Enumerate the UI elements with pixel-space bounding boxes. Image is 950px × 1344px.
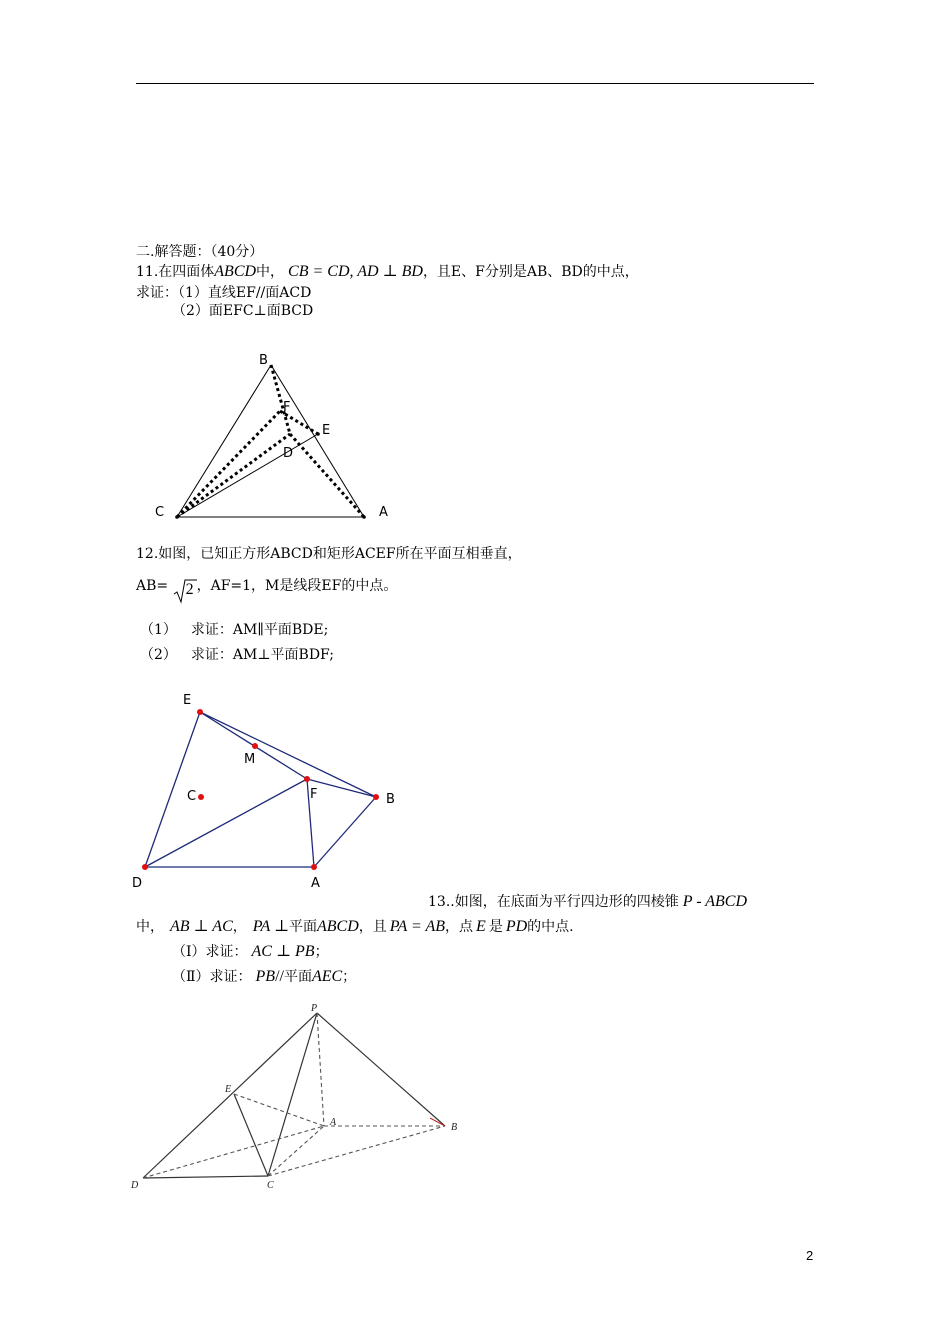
label-f: F bbox=[310, 787, 318, 802]
label-a: A bbox=[330, 1117, 337, 1128]
header-rule bbox=[136, 83, 814, 84]
p11-line1: 11.在四面体ABCD中， CB = CD, AD ⊥ BD，且E、F分别是AB、BD的中点， bbox=[136, 263, 639, 280]
label-d: D bbox=[131, 1180, 139, 1191]
p11-line2: 求证：（1）直线EF//面ACD bbox=[136, 285, 312, 301]
edge-da bbox=[290, 434, 364, 517]
pyramid-figure bbox=[125, 998, 475, 1198]
p12-line2: AB= 2 ，AF=1，M是线段EF的中点。 bbox=[136, 572, 397, 595]
label-e: E bbox=[322, 423, 331, 438]
label-f: F bbox=[283, 400, 291, 415]
label-c: C bbox=[187, 789, 197, 804]
p12-line1: 12.如图，已知正方形ABCD和矩形ACEF所在平面互相垂直， bbox=[136, 546, 522, 562]
page-number: 2 bbox=[806, 1248, 814, 1263]
label-b: B bbox=[451, 1122, 458, 1133]
p13-line1: 13..如图，在底面为平行四边形的四棱锥 P - ABCD bbox=[428, 893, 748, 910]
edge-cd bbox=[177, 434, 290, 517]
p12-q2: （2） 求证：AM⊥平面BDF; bbox=[140, 647, 334, 663]
label-b: B bbox=[259, 353, 268, 368]
label-c: C bbox=[267, 1180, 274, 1191]
p13-q1: （Ⅰ）求证： AC ⊥ PB； bbox=[172, 943, 329, 960]
p13-q2: （Ⅱ）求证： PB//平面AEC； bbox=[172, 968, 357, 985]
label-e: E bbox=[225, 1084, 232, 1095]
label-d: D bbox=[283, 446, 294, 461]
tetrahedron-figure bbox=[145, 345, 405, 535]
sqrt-2: 2 bbox=[173, 572, 197, 590]
p11-line3: （2）面EFC⊥面BCD bbox=[172, 303, 314, 319]
label-a: A bbox=[311, 876, 320, 891]
edge-cb bbox=[177, 365, 271, 517]
edge-ce bbox=[177, 434, 318, 517]
square-rectangle-figure bbox=[125, 685, 415, 895]
label-a: A bbox=[379, 505, 388, 520]
label-b: B bbox=[386, 792, 395, 807]
edge-cf bbox=[177, 411, 280, 517]
section-heading: 二.解答题：（40分） bbox=[136, 244, 264, 260]
p13-line2: 中， AB ⊥ AC， PA ⊥平面ABCD，且 PA = AB，点 E 是 PD的中点. bbox=[136, 918, 574, 935]
label-m: M bbox=[244, 752, 256, 767]
label-p: P bbox=[311, 1003, 318, 1014]
label-e: E bbox=[183, 693, 192, 708]
p12-q1: （1） 求证：AM∥平面BDE; bbox=[140, 622, 329, 638]
label-c: C bbox=[155, 505, 165, 520]
label-d: D bbox=[132, 876, 143, 891]
edge-ba bbox=[271, 365, 364, 517]
